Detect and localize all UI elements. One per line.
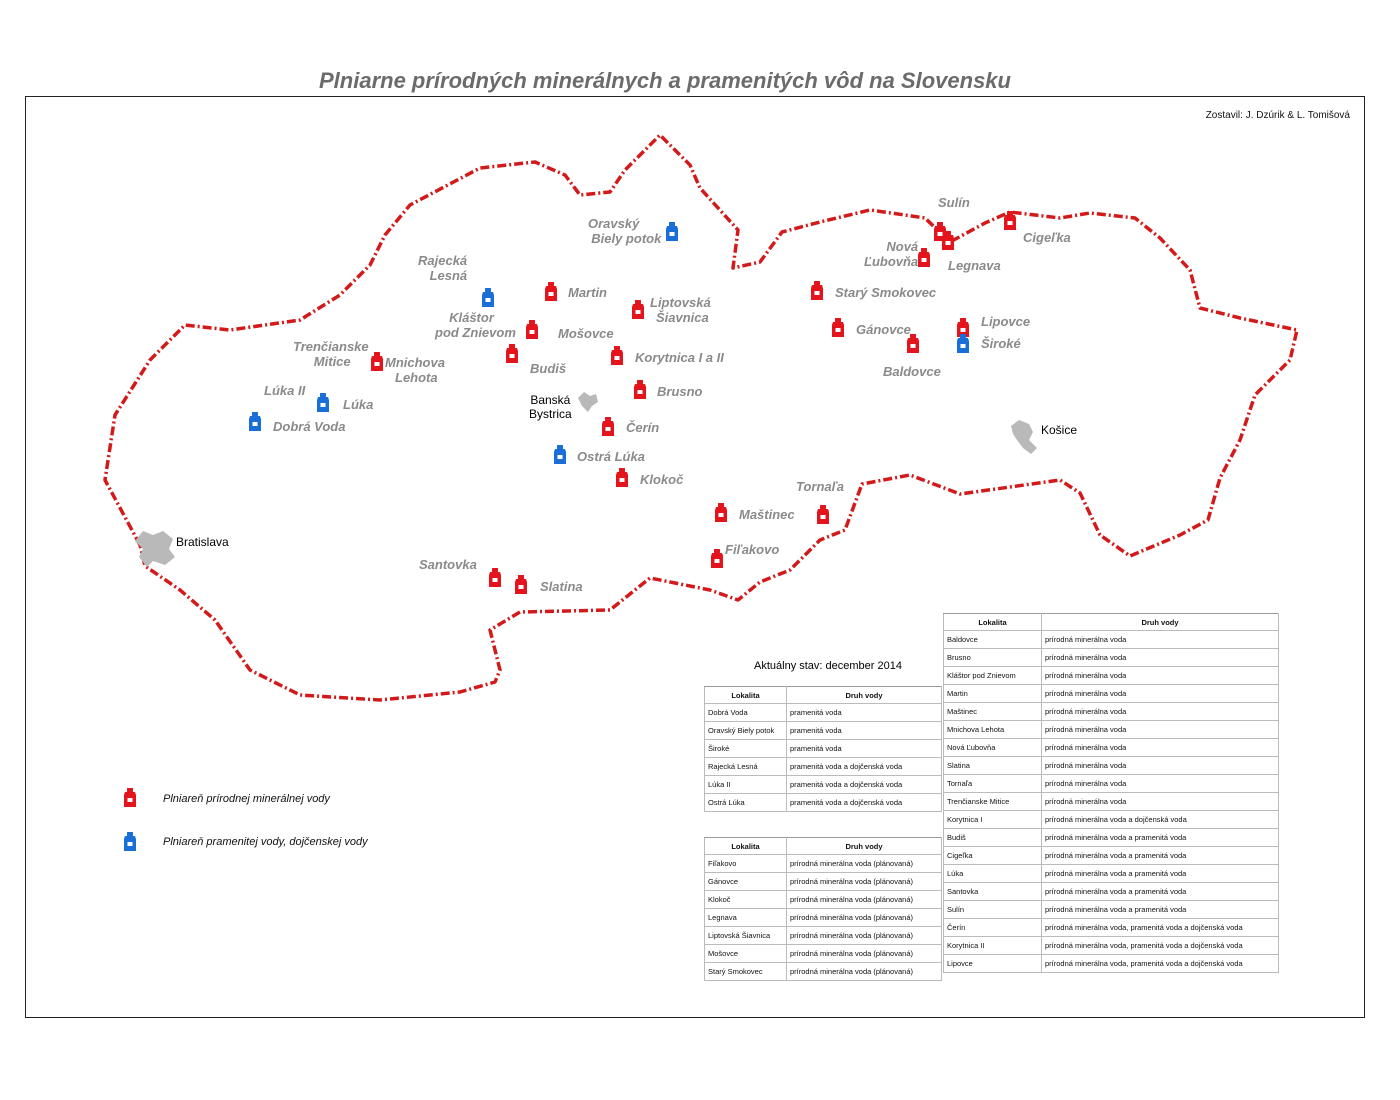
water-type-cell: prírodná minerálna voda [1042,631,1279,649]
locality-cell: Legnava [705,909,787,927]
place-label: Ostrá Lúka [577,449,645,464]
locality-cell: Maštinec [944,703,1042,721]
city-area-2 [1011,420,1037,454]
mineral-water-table [943,613,1279,973]
locality-cell: Lúka II [705,776,787,794]
locality-cell: Santovka [944,883,1042,901]
spring-bottle-icon [124,832,136,851]
place-label: Kláštor pod Znievom [435,310,516,340]
table-row [944,883,1279,901]
spring-bottle-icon [554,445,566,464]
spring-water-table [704,686,942,812]
table-row [944,703,1279,721]
mineral-bottle-icon [526,320,538,339]
table-row [944,793,1279,811]
locality-cell: Liptovská Šiavnica [705,927,787,945]
water-type-cell: prírodná minerálna voda [1042,667,1279,685]
city-label: Košice [1041,423,1078,437]
place-label: Korytnica I a II [635,350,724,365]
locality-cell: Baldovce [944,631,1042,649]
water-type-cell: prírodná minerálna voda, pramenitá voda a dojčenská voda [1042,919,1279,937]
place-label: Baldovce [883,364,941,379]
city-label: Banská Bystrica [529,393,572,421]
locality-header: Lokalita [705,838,787,855]
place-label: Trenčianske Mitice [293,339,369,369]
table-row [944,649,1279,667]
water-type-cell: prírodná minerálna voda a pramenitá voda [1042,829,1279,847]
water-type-cell: prírodná minerálna voda [1042,739,1279,757]
locality-cell: Oravský Biely potok [705,722,787,740]
mineral-bottle-icon [545,282,557,301]
table-row [705,776,942,794]
table-row [705,909,942,927]
spring-bottle-icon [666,222,678,241]
water-type-cell: prírodná minerálna voda [1042,793,1279,811]
water-type-cell: pramenitá voda [787,740,942,758]
water-type-cell: prírodná minerálna voda [1042,775,1279,793]
place-label: Legnava [948,258,1001,273]
water-type-cell: prírodná minerálna voda a dojčenská voda [1042,811,1279,829]
mineral-bottle-icon [611,346,623,365]
table-row [705,704,942,722]
locality-cell: Korytnica I [944,811,1042,829]
table-row [705,873,942,891]
table-row [705,927,942,945]
locality-cell: Gánovce [705,873,787,891]
place-label: Lipovce [981,314,1031,329]
planned-water-table [704,837,942,981]
table-row [944,685,1279,703]
locality-cell: Tornaľa [944,775,1042,793]
table-row [944,811,1279,829]
table-row [944,739,1279,757]
water-type-header: Druh vody [787,838,942,855]
water-type-cell: prírodná minerálna voda (plánovaná) [787,855,942,873]
mineral-bottle-icon [616,468,628,487]
water-type-cell: pramenitá voda [787,722,942,740]
table-row [705,740,942,758]
spring-bottle-icon [482,288,494,307]
table-row [944,937,1279,955]
locality-cell: Ostrá Lúka [705,794,787,812]
author-credit: Zostavil: J. Dzúrik & L. Tomišová [1205,110,1350,121]
place-label: Nová Ľubovňa [864,239,919,269]
table-row [705,722,942,740]
locality-cell: Budiš [944,829,1042,847]
table-row [944,865,1279,883]
locality-cell: Trenčianske Mitice [944,793,1042,811]
place-label: Santovka [419,557,477,572]
locality-cell: Mnichova Lehota [944,721,1042,739]
water-type-cell: pramenitá voda a dojčenská voda [787,776,942,794]
place-label: Klokoč [640,472,684,487]
water-type-cell: prírodná minerálna voda [1042,685,1279,703]
spring-bottle-icon [249,412,261,431]
mineral-bottle-icon [817,505,829,524]
city-area-0 [135,531,175,567]
locality-cell: Slatina [944,757,1042,775]
mineral-bottle-icon [632,300,644,319]
place-label: Rajecká Lesná [418,253,468,283]
current-state-label: Aktuálny stav: december 2014 [754,660,902,672]
water-type-cell: prírodná minerálna voda a pramenitá voda [1042,901,1279,919]
mineral-bottle-icon [371,352,383,371]
place-label: Tornaľa [796,479,845,494]
place-label: Mošovce [558,326,614,341]
place-label: Brusno [657,384,703,399]
water-type-cell: prírodná minerálna voda a pramenitá voda [1042,865,1279,883]
mineral-bottle-icon [124,788,136,807]
city-area-1 [578,392,598,412]
water-type-cell: prírodná minerálna voda a pramenitá voda [1042,847,1279,865]
locality-header: Lokalita [944,614,1042,631]
table-row [944,901,1279,919]
locality-cell: Korytnica II [944,937,1042,955]
city-label: Bratislava [176,535,229,549]
place-label: Fiľakovo [725,542,780,557]
locality-header: Lokalita [705,687,787,704]
mineral-bottle-icon [811,281,823,300]
mineral-bottle-icon [711,549,723,568]
table-row [944,631,1279,649]
locality-cell: Nová Ľubovňa [944,739,1042,757]
locality-cell: Fiľakovo [705,855,787,873]
locality-cell: Dobrá Voda [705,704,787,722]
water-type-header: Druh vody [787,687,942,704]
place-label: Liptovská Šiavnica [650,295,711,325]
place-label: Cigeľka [1023,230,1071,245]
place-label: Slatina [540,579,583,594]
map-title: Plniarne prírodných minerálnych a pramenitých vôd na Slovensku [319,68,1011,93]
table-row [944,775,1279,793]
table-row [944,847,1279,865]
water-type-cell: prírodná minerálna voda (plánovaná) [787,927,942,945]
place-label: Sulín [938,195,970,210]
mineral-bottle-icon [832,318,844,337]
place-label: Lúka II [264,383,306,398]
water-type-cell: pramenitá voda a dojčenská voda [787,758,942,776]
mineral-bottle-icon [489,568,501,587]
locality-cell: Kláštor pod Znievom [944,667,1042,685]
table-row [705,794,942,812]
locality-cell: Čerín [944,919,1042,937]
locality-cell: Martin [944,685,1042,703]
water-type-cell: prírodná minerálna voda, pramenitá voda a dojčenská voda [1042,937,1279,955]
table-row [944,667,1279,685]
water-type-header: Druh vody [1042,614,1279,631]
mineral-bottle-icon [515,575,527,594]
locality-cell: Klokoč [705,891,787,909]
table-row [705,891,942,909]
mineral-bottle-icon [506,344,518,363]
mineral-bottle-icon [918,248,930,267]
locality-cell: Rajecká Lesná [705,758,787,776]
table-row [944,757,1279,775]
water-type-cell: prírodná minerálna voda (plánovaná) [787,963,942,981]
place-label: Maštinec [739,507,795,522]
locality-cell: Lipovce [944,955,1042,973]
table-row [944,919,1279,937]
water-type-cell: prírodná minerálna voda (plánovaná) [787,945,942,963]
place-label: Lúka [343,397,374,412]
water-type-cell: prírodná minerálna voda [1042,721,1279,739]
table-row [944,829,1279,847]
place-label: Martin [568,285,607,300]
legend-spring-label: Plniareň pramenitej vody, dojčenskej vody [163,836,368,848]
locality-cell: Cigeľka [944,847,1042,865]
water-type-cell: pramenitá voda a dojčenská voda [787,794,942,812]
water-type-cell: prírodná minerálna voda (plánovaná) [787,909,942,927]
locality-cell: Brusno [944,649,1042,667]
water-type-cell: prírodná minerálna voda [1042,649,1279,667]
legend-mineral-label: Plniareň prírodnej minerálnej vody [163,793,330,805]
locality-cell: Široké [705,740,787,758]
locality-cell: Mošovce [705,945,787,963]
table-row [705,855,942,873]
table-row [944,721,1279,739]
mineral-bottle-icon [715,503,727,522]
mineral-bottle-icon [602,417,614,436]
locality-cell: Lúka [944,865,1042,883]
spring-bottle-icon [317,393,329,412]
water-type-cell: pramenitá voda [787,704,942,722]
water-type-cell: prírodná minerálna voda (plánovaná) [787,891,942,909]
place-label: Široké [981,336,1021,351]
table-row [705,758,942,776]
water-type-cell: prírodná minerálna voda, pramenitá voda a dojčenská voda [1042,955,1279,973]
locality-cell: Sulín [944,901,1042,919]
water-type-cell: prírodná minerálna voda (plánovaná) [787,873,942,891]
table-row [705,945,942,963]
table-row [944,955,1279,973]
locality-cell: Starý Smokovec [705,963,787,981]
place-label: Starý Smokovec [835,285,937,300]
water-type-cell: prírodná minerálna voda [1042,757,1279,775]
legend-icons [115,780,145,860]
place-label: Budiš [530,361,567,376]
place-label: Gánovce [856,322,911,337]
table-row [705,963,942,981]
water-type-cell: prírodná minerálna voda a pramenitá voda [1042,883,1279,901]
mineral-bottle-icon [634,380,646,399]
water-type-cell: prírodná minerálna voda [1042,703,1279,721]
place-label: Čerín [626,420,660,435]
place-label: Dobrá Voda [273,419,346,434]
place-label: Oravský Biely potok [588,216,662,246]
place-label: Mnichova Lehota [385,355,445,385]
